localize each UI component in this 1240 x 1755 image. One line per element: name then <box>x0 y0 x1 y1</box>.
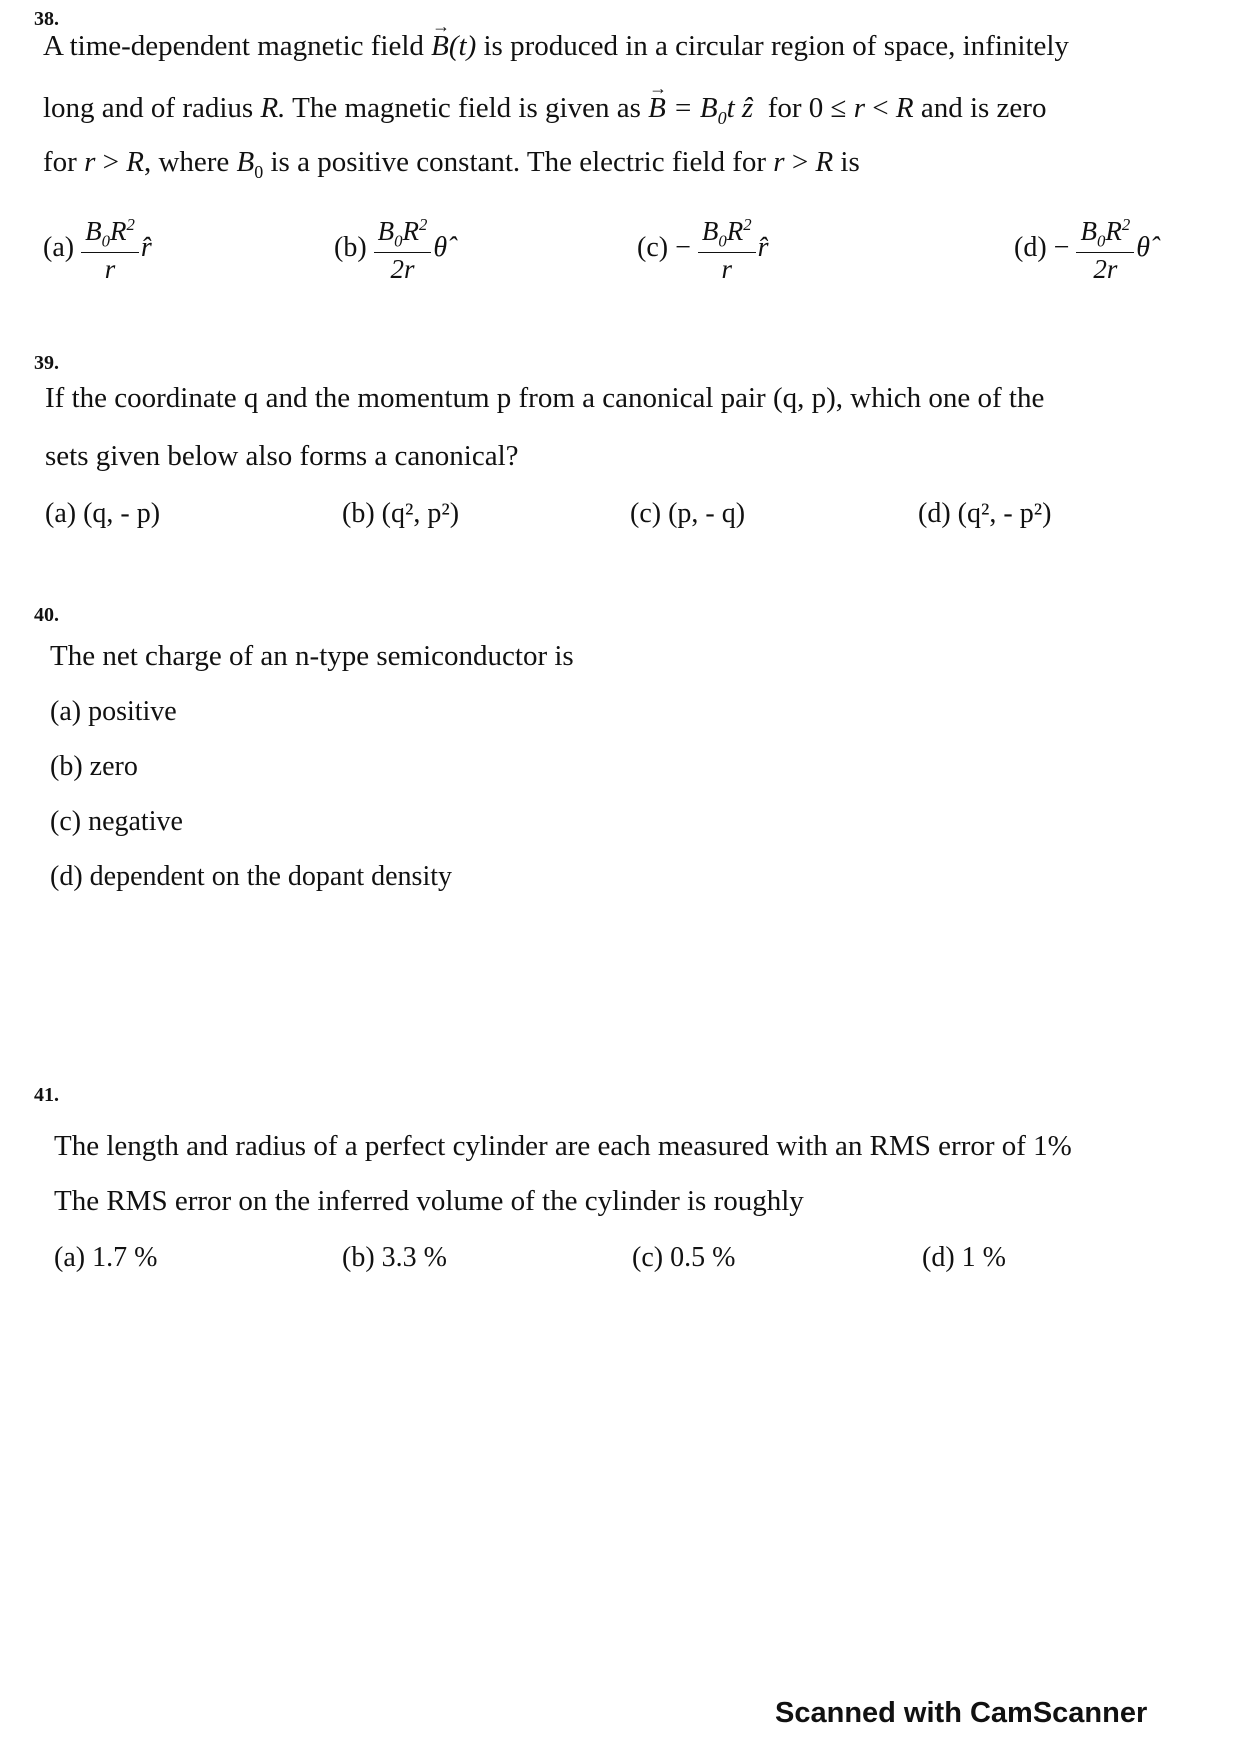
question-41-line-1: The length and radius of a perfect cylinder are each measured with an RMS error of 1% <box>54 1130 1072 1162</box>
q40-option-a[interactable]: (a) positive <box>50 696 177 727</box>
q40-option-c[interactable]: (c) negative <box>50 806 183 837</box>
q38-option-d-label: (d) <box>1014 232 1047 264</box>
q38-line1-text: A time-dependent magnetic field <box>43 30 424 62</box>
question-38-line-1 <box>43 30 1069 63</box>
question-41-number: 41. <box>34 1084 59 1106</box>
q38-option-d-sign: − <box>1053 232 1070 264</box>
q38-field-equation: → $B = B_0t$ ẑ <box>648 92 753 124</box>
question-38-line-3 <box>43 146 860 183</box>
question-41-line-2: The RMS error on the inferred volume of the cylinder is roughly <box>54 1185 804 1217</box>
q38-line3-mid: where $B_0$ is a positive constant. The electric field for <box>158 146 767 182</box>
q38-option-d[interactable] <box>1014 216 1150 283</box>
q38-option-d-unit: θ̂ <box>1136 232 1150 264</box>
question-39-line-2: sets given below also forms a canonical? <box>45 440 519 472</box>
q38-option-a-unit: r̂ <box>140 232 152 264</box>
q39-option-c[interactable]: (c) (p, - q) <box>630 498 746 529</box>
q41-option-a[interactable]: (a) 1.7 % <box>54 1242 158 1273</box>
q38-option-c-unit: r̂ <box>757 232 769 264</box>
q38-radius: R. <box>260 92 286 124</box>
q38-line2-end: and is zero <box>920 92 1047 124</box>
q38-line3-start: for r > R, <box>43 146 152 178</box>
question-38-line-2 <box>43 92 1046 129</box>
q39-option-d[interactable]: (d) (q², - p²) <box>918 498 1052 529</box>
q38-option-a-label: (a) <box>43 232 75 264</box>
scanner-watermark: Scanned with CamScanner <box>775 1697 1148 1729</box>
q38-line3-cond: r > R is <box>773 146 860 178</box>
q38-option-b-label: (b) <box>334 232 367 264</box>
q40-option-b[interactable]: (b) zero <box>50 751 138 782</box>
q38-option-a[interactable] <box>43 216 152 283</box>
q40-option-d[interactable]: (d) dependent on the dopant density <box>50 861 453 892</box>
q38-option-c-label: (c) <box>637 232 669 264</box>
q38-option-b-unit: θ̂ <box>433 232 448 264</box>
q38-option-b[interactable] <box>334 216 447 283</box>
q38-option-c[interactable] <box>637 216 769 283</box>
q38-option-d-fraction: $\frac{B_0R^2}{2r}$ <box>1076 216 1134 283</box>
question-38-number: 38. <box>34 8 59 30</box>
q38-option-b-fraction: $\frac{B_0R^2}{2r}$ <box>374 216 432 283</box>
question-39-line-1: If the coordinate q and the momentum p from a canonical pair (q, p), which one of the <box>45 382 1045 414</box>
q39-option-a[interactable]: (a) (q, - p) <box>45 498 161 529</box>
question-40-number: 40. <box>34 604 59 626</box>
q38-line2-mid: The magnetic field is given as <box>292 92 641 124</box>
q39-option-b[interactable]: (b) (q², p²) <box>342 498 460 529</box>
q38-line1-end: is produced in a circular region of space, infinitely <box>483 30 1069 62</box>
q41-option-d[interactable]: (d) 1 % <box>922 1242 1006 1273</box>
q38-field-symbol: → B(t) <box>431 30 476 62</box>
q38-option-c-fraction: $\frac{B_0R^2}{r}$ <box>698 216 756 283</box>
q38-line2-start: long and of radius <box>43 92 254 124</box>
q38-option-a-fraction: $\frac{B_0R^2}{r}$ <box>81 216 139 283</box>
q41-option-c[interactable]: (c) 0.5 % <box>632 1242 736 1273</box>
q38-field-condition: for 0 ≤ r < R <box>760 92 914 124</box>
q38-option-c-sign: − <box>675 232 691 264</box>
q41-option-b[interactable]: (b) 3.3 % <box>342 1242 447 1273</box>
question-40-text: The net charge of an n-type semiconductor is <box>50 640 574 672</box>
question-39-number: 39. <box>34 352 59 374</box>
